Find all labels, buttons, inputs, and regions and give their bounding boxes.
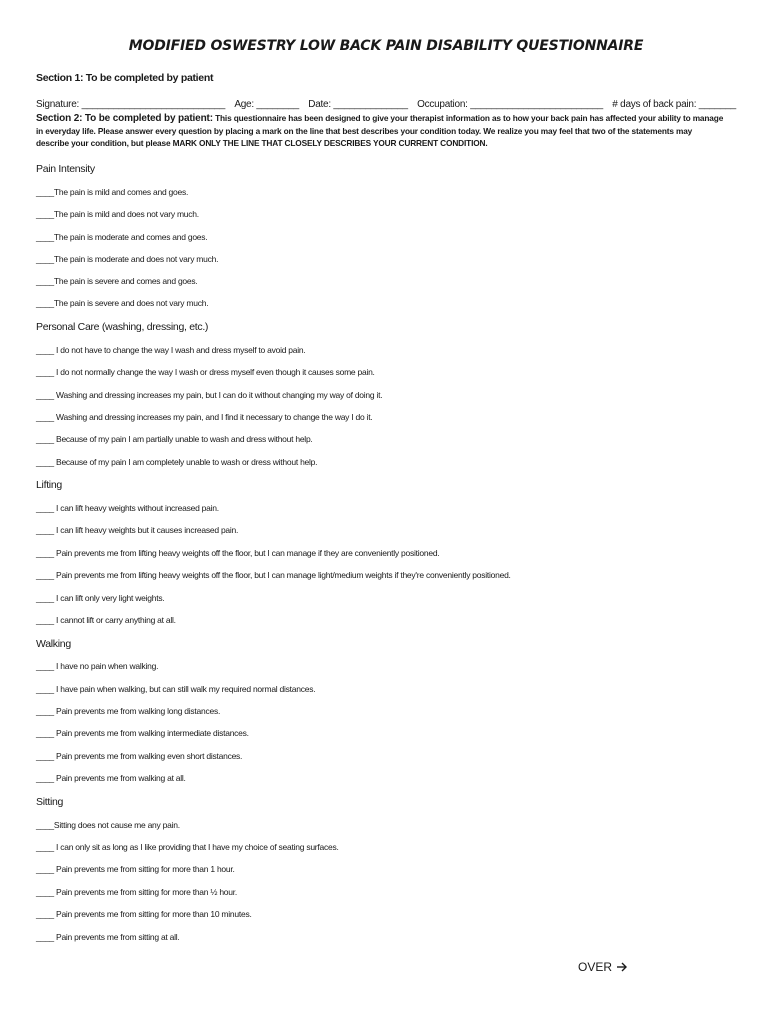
right-arrow-icon (616, 961, 628, 973)
option-walking-3[interactable]: ____ Pain prevents me from walking long distances. (36, 706, 221, 716)
option-walking-4[interactable]: ____ Pain prevents me from walking intermediate distances. (36, 728, 249, 738)
option-walking-2[interactable]: ____ I have pain when walking, but can still walk my required normal distances. (36, 684, 316, 694)
option-sitting-1[interactable]: ____Sitting does not cause me any pain. (36, 820, 180, 830)
option-sitting-4[interactable]: ____ Pain prevents me from sitting for more than ½ hour. (36, 887, 237, 897)
occupation-field[interactable]: Occupation: _________________________ (417, 99, 603, 110)
age-field[interactable]: Age: ________ (234, 99, 299, 110)
option-lifting-1[interactable]: ____ I can lift heavy weights without increased pain. (36, 503, 219, 513)
over-indicator (578, 960, 628, 974)
option-pain-2[interactable]: ____The pain is mild and does not vary much. (36, 209, 199, 219)
option-pain-1[interactable]: ____The pain is mild and comes and goes. (36, 187, 189, 197)
section-heading-sitting: Sitting (36, 796, 64, 808)
section-heading-lifting: Lifting (36, 479, 62, 491)
section-2-label: Section 2: To be completed by patient: (36, 113, 213, 124)
section-heading-pain-intensity: Pain Intensity (36, 163, 95, 175)
section-heading-personal-care: Personal Care (washing, dressing, etc.) (36, 321, 209, 333)
option-lifting-5[interactable]: ____ I can lift only very light weights. (36, 593, 165, 603)
option-care-5[interactable]: ____ Because of my pain I am partially unable to wash and dress without help. (36, 434, 313, 444)
page-title: MODIFIED OSWESTRY LOW BACK PAIN DISABILITY QUESTIONNAIRE (128, 38, 644, 54)
option-care-4[interactable]: ____ Washing and dressing increases my pain, and I find it necessary to change the way I do it. (36, 412, 373, 422)
option-walking-5[interactable]: ____ Pain prevents me from walking even short distances. (36, 751, 243, 761)
section-1-label: Section 1: To be completed by patient (36, 72, 214, 84)
signature-field[interactable]: Signature: ___________________________ (36, 99, 226, 110)
option-lifting-4[interactable]: ____ Pain prevents me from lifting heavy weights off the floor, but I can manage light/medium weights if they're conveniently positioned. (36, 570, 511, 580)
option-care-1[interactable]: ____ I do not have to change the way I wash and dress myself to avoid pain. (36, 345, 306, 355)
patient-info-row (36, 99, 736, 110)
option-pain-4[interactable]: ____The pain is moderate and does not vary much. (36, 254, 219, 264)
option-care-3[interactable]: ____ Washing and dressing increases my pain, but I can do it without changing my way of doing it. (36, 390, 383, 400)
option-pain-6[interactable]: ____The pain is severe and does not vary much. (36, 298, 209, 308)
section-heading-walking: Walking (36, 638, 71, 650)
option-pain-3[interactable]: ____The pain is moderate and comes and goes. (36, 232, 208, 242)
option-care-6[interactable]: ____ Because of my pain I am completely unable to wash or dress without help. (36, 457, 318, 467)
over-label: OVER (578, 960, 613, 974)
section-2-instructions (36, 112, 726, 149)
days-of-back-pain-field[interactable]: # days of back pain: _______ (612, 99, 736, 110)
option-lifting-2[interactable]: ____ I can lift heavy weights but it causes increased pain. (36, 525, 239, 535)
option-walking-6[interactable]: ____ Pain prevents me from walking at all. (36, 773, 186, 783)
option-sitting-5[interactable]: ____ Pain prevents me from sitting for more than 10 minutes. (36, 909, 252, 919)
option-lifting-6[interactable]: ____ I cannot lift or carry anything at all. (36, 615, 176, 625)
option-pain-5[interactable]: ____The pain is severe and comes and goes. (36, 276, 198, 286)
option-walking-1[interactable]: ____ I have no pain when walking. (36, 661, 159, 671)
option-sitting-6[interactable]: ____ Pain prevents me from sitting at all. (36, 932, 180, 942)
option-sitting-2[interactable]: ____ I can only sit as long as I like providing that I have my choice of seating surfaces. (36, 842, 339, 852)
option-lifting-3[interactable]: ____ Pain prevents me from lifting heavy weights off the floor, but I can manage if they are conveniently positioned. (36, 548, 440, 558)
section-2-body: This questionnaire has been designed to give your therapist information as to how your back pain has affected your ability to manage in everyday life. Please answer every question by placing a mark on the line that best describes your condition today. We realize you may feel that two of the statements may describe your condition, but please MARK ONLY THE LINE THAT CLOSELY DESCRIBES YOUR CURRENT CONDITION. (36, 113, 724, 148)
date-field[interactable]: Date: ______________ (308, 99, 408, 110)
option-care-2[interactable]: ____ I do not normally change the way I wash or dress myself even though it causes some pain. (36, 367, 375, 377)
option-sitting-3[interactable]: ____ Pain prevents me from sitting for more than 1 hour. (36, 864, 235, 874)
